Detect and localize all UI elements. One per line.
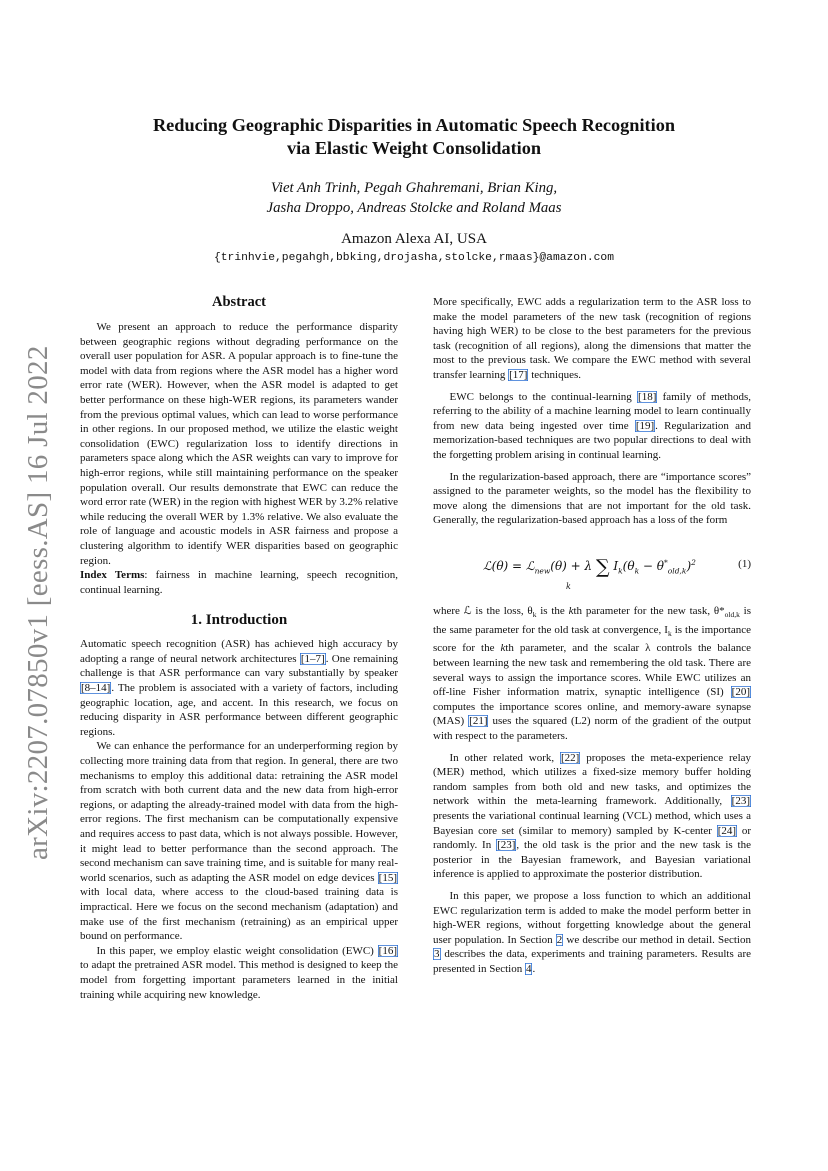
citation-link[interactable]: [16]: [378, 944, 397, 957]
text-run: th parameter for the new task, θ*: [573, 604, 725, 617]
authors-line-1: Viet Anh Trinh, Pegah Ghahremani, Brian King,: [270, 180, 558, 196]
citation-link[interactable]: [23]: [497, 839, 516, 852]
text-run: presents the variational continual learning (VCL) method, which uses a Bayesian core set (similar to memory) sampled by K-center: [433, 810, 751, 837]
intro-paragraph-3: [80, 944, 398, 1002]
text-run: describes the data, experiments and training parameters. Results are presented in Section: [433, 948, 751, 975]
text-run: computes the importance scores online, and memory-aware synapse (MAS): [433, 700, 751, 728]
text-run: th parameter, and the scalar λ controls the balance between learning the new task and remembering the old task. There are several ways to assign the importance scores. While EWC utilizes an off-line Fisher information matrix, synaptic intelligence (SI): [433, 642, 751, 699]
text-run: we describe our method in detail. Section: [563, 933, 751, 946]
author-emails[interactable]: {trinhvie,pegahgh,bbking,drojasha,stolcke,rmaas}@amazon.com: [214, 252, 614, 264]
math-var: k: [500, 642, 506, 655]
subscript: old,k: [724, 610, 740, 620]
text-run: or randomly. In: [433, 824, 751, 852]
right-paragraph-2: [433, 390, 751, 463]
text-run: uses the squared (L2) norm of the gradient of the output with respect to the parameters.: [433, 715, 751, 743]
subscript: k: [667, 628, 672, 638]
right-paragraph-6: [433, 889, 751, 977]
title-line-2: via Elastic Weight Consolidation: [286, 138, 542, 158]
citation-link[interactable]: [22]: [561, 751, 580, 764]
citation-link[interactable]: [24]: [717, 824, 737, 837]
citation-link[interactable]: [19]: [635, 419, 655, 432]
text-run: . The problem is associated with a variety of factors, including geographic location, age, and accent. In this research, we focus on reducing disparity in ASR performance between different geographic regions.: [80, 682, 398, 738]
text-run: EWC belongs to the continual-learning: [449, 390, 638, 403]
right-paragraph-4: [433, 604, 751, 744]
text-run: , the old task is the prior and the new task is the posterior in the Bayesian framework, and Bayesian variational inference is applied to approximate the posterior distribution.: [433, 839, 751, 881]
right-paragraph-5: [433, 751, 751, 882]
subscript: k: [532, 610, 537, 620]
affiliation: Amazon Alexa AI, USA: [341, 231, 487, 247]
author-list: [80, 178, 748, 218]
text-run: Automatic speech recognition (ASR) has achieved high accuracy by adopting a range of neural network architectures: [80, 638, 398, 665]
intro-paragraph-2: [80, 739, 398, 943]
citation-link[interactable]: [8–14]: [81, 682, 111, 695]
right-paragraph-1: [433, 295, 751, 383]
math-var: k: [568, 604, 574, 617]
citation-link[interactable]: [21]: [469, 715, 488, 728]
sum-index: k: [566, 581, 571, 591]
text-run: techniques.: [528, 368, 582, 381]
introduction-heading: 1. Introduction: [190, 612, 288, 629]
text-run: is the importance score for the: [433, 623, 751, 655]
section-link[interactable]: 2: [556, 933, 563, 946]
text-run: More specifically, EWC adds a regularization term to the ASR loss to make the model parameters of the new task (recognition of regions having high WER) to be close to the best parameters for the previous task (recognition of all regions), along the dimensions that matter the most to the previous task. We compare the EWC method with several transfer learning: [433, 296, 751, 381]
abstract-heading: Abstract: [212, 294, 266, 310]
index-terms-label: Index Terms: [80, 569, 145, 582]
citation-link[interactable]: [17]: [509, 368, 528, 381]
text-run: In this paper, we employ elastic weight consolidation (EWC): [96, 944, 378, 957]
text-run: family of methods, referring to the ability of a machine learning model to learn continually from new data being ingested over time: [433, 390, 751, 432]
text-run: . One remaining challenge is that ASR performance can vary substantially by speaker: [80, 652, 398, 680]
abstract-text: We present an approach to reduce the performance disparity between geographic regions without degrading performance on the overall user population for ASR. A popular approach is to fine-tune the model with data from regions where the ASR model has a higher word error rate (WER). However, when the ASR model is adapted to get better performance on these high-WER regions, its parameters wander from the previous optimal values, which can lead to worse performance in other regions. In our proposed method, we utilize the elastic weight consolidation (EWC) regularization loss to identify directions in parameters space along which the ASR weights can vary to improve for high-error regions, while still maintaining performance on the speaker population overall. Our results demonstrate that EWC can reduce the word error rate (WER) in the region with highest WER by 3.2% relative while reducing the overall WER by 1.3% relative. We also evaluate the role of language and acoustic models in ASR fairness and propose a clustering algorithm to identify WER disparities based on geographic region.: [80, 321, 398, 567]
right-column: [433, 295, 751, 977]
index-terms-text: : fairness in machine learning, speech recognition, continual learning.: [80, 569, 398, 596]
text-run: . Regularization and memorization-based techniques are two popular directions to deal with the forgetting problem arising in continual learning.: [433, 419, 751, 461]
text-run: is the: [536, 604, 569, 617]
text-run: In this paper, we propose a loss function to which an additional EWC regularization term is added to make the model perform better in high-WER regions, without forgetting knowledge about the general user population. In Section: [433, 889, 751, 946]
authors-line-2: Jasha Droppo, Andreas Stolcke and Roland Maas: [266, 200, 562, 216]
text-run: proposes the meta-experience relay (MER) method, which utilizes a fixed-size memory buffer holding random samples from both old and new tasks, and optimizes the network within the meta-learning framework. Additionally,: [433, 751, 752, 808]
arxiv-identifier[interactable]: arXiv:2207.07850v1 [eess.AS] 16 Jul 2022: [22, 345, 54, 860]
text-run: We can enhance the performance for an underperforming region by collecting more training data from that region. In general, there are two mechanisms to employ this additional data: retraining the ASR model from scratch with both current data and the new data from high-error regions, or adapting the already-trained model with data from the high-error regions. The first mechanism can be computationally expensive and requires access to past data, which is not always possible. However, it might lead to better performance than the second approach. The second mechanism can save training time, and is suitable for many real-world scenarios, such as adapting the ASR model on edge devices: [80, 740, 398, 884]
citation-link[interactable]: [1–7]: [300, 652, 325, 665]
text-run: where ℒ is the loss, θ: [433, 604, 533, 617]
equation-number: (1): [738, 557, 751, 570]
right-paragraph-3: In the regularization-based approach, there are “importance scores” assigned to the parameter weights, so the model has the flexibility to move along the dimensions that are not important for the old task. Generally, the regularization-based approach has a loss of the form: [433, 470, 751, 527]
title-line-1: Reducing Geographic Disparities in Automatic Speech Recognition: [152, 115, 676, 135]
text-run: with local data, where access to the cloud-based training data is impractical. Here we focus on the second mechanism (adaptation) and make use of the first mechanism (retraining) as an empirical upper bound on performance.: [80, 886, 398, 943]
text-run: to adapt the pretrained ASR model. This method is designed to keep the model from forgetting important parameters learned in the initial training while acquiring new knowledge.: [80, 959, 398, 1001]
citation-link[interactable]: [15]: [378, 871, 397, 884]
text-run: In other related work,: [449, 751, 561, 764]
text-run: is the same parameter for the old task at convergence, I: [433, 604, 751, 636]
equation-formula: ℒ(θ) = ℒ$_{new}$(θ) + λ ∑ $I_k(\theta_k - \theta^*_{old,k})^2$: [483, 555, 696, 578]
intro-paragraph-1: [80, 637, 398, 739]
left-column: [80, 293, 398, 1002]
equation-1: [433, 544, 751, 590]
section-link[interactable]: 4: [525, 962, 532, 975]
paper-title: [80, 114, 748, 160]
index-terms: [80, 568, 398, 597]
section-link[interactable]: 3: [434, 948, 440, 961]
citation-link[interactable]: [18]: [638, 390, 657, 403]
citation-link[interactable]: [20]: [731, 686, 750, 699]
text-run: .: [532, 962, 536, 975]
citation-link[interactable]: [23]: [731, 795, 750, 808]
